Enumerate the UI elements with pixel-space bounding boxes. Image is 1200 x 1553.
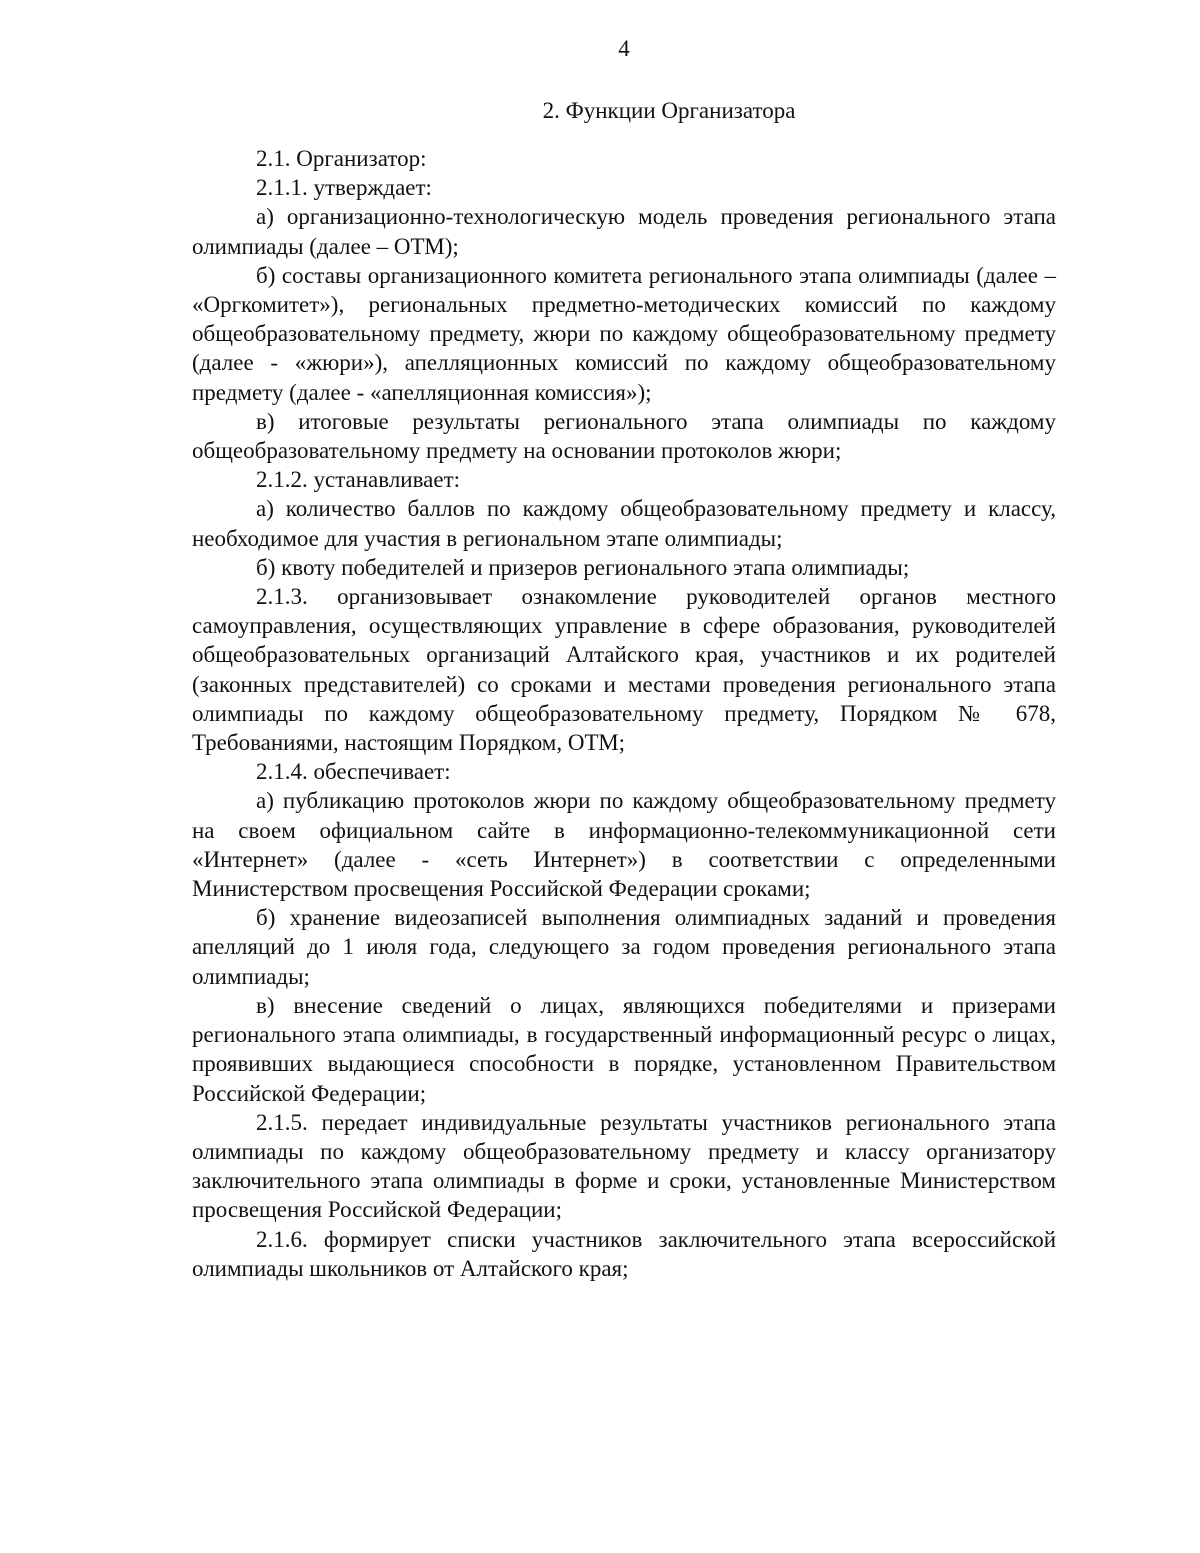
paragraph-2-1-2: 2.1.2. устанавливает: — [256, 467, 461, 493]
paragraph-2-1-4-b: б) хранение видеозаписей выполнения олимпиадных заданий и проведения апелляций до 1 июля года, следующего за годом проведения регионального этапа олимпиады; — [192, 905, 1056, 989]
paragraph-2-1-6: 2.1.6. формирует списки участников заключительного этапа всероссийской олимпиады школьников от Алтайского края; — [192, 1226, 1056, 1281]
paragraph-2-1-4-v: в) внесение сведений о лицах, являющихся победителями и призерами регионального этапа олимпиады, в государственный информационный ресурс о лицах, проявивших выдающиеся способности в порядке, установленном Правительством Российской Федерации; — [192, 992, 1056, 1106]
paragraph-2-1-4: 2.1.4. обеспечивает: — [256, 759, 451, 785]
paragraph-2-1-1: 2.1.1. утверждает: — [256, 175, 432, 201]
page-number: 4 — [618, 36, 630, 61]
paragraph-2-1-4-a: а) публикацию протоколов жюри по каждому общеобразовательному предмету на своем официальном сайте в информационно-телекоммуникационной сети «Интернет» (далее - «сеть Интернет») в соответствии с определенными Министерством просвещения Российской Федерации сроками; — [192, 788, 1056, 902]
document-body — [192, 144, 1056, 1283]
section-title: 2. Функции Организатора — [542, 98, 796, 123]
paragraph-2-1-1-v: в) итоговые результаты регионального этапа олимпиады по каждому общеобразовательному предмету на основании протоколов жюри; — [192, 408, 1056, 464]
paragraph-2-1-1-a: а) организационно-технологическую модель проведения регионального этапа олимпиады (далее – ОТМ); — [192, 204, 1056, 259]
paragraph-2-1: 2.1. Организатор: — [256, 146, 427, 171]
paragraph-2-1-5: 2.1.5. передает индивидуальные результаты участников регионального этапа олимпиады по каждому общеобразовательному предмету и классу организатору заключительного этапа олимпиады в форме и сроки, установленные Министерством просвещения Российской Федерации; — [192, 1109, 1056, 1223]
paragraph-2-1-1-b: б) составы организационного комитета регионального этапа олимпиады (далее – «Оргкомитет»), региональных предметно-методических комиссий по каждому общеобразовательному предмету, жюри по каждому общеобразовательному предмету (далее - «жюри»), апелляционных комиссий по каждому общеобразовательному предмету (далее - «апелляционная комиссия»); — [192, 262, 1056, 405]
paragraph-2-1-2-a: а) количество баллов по каждому общеобразовательному предмету и классу, необходимое для участия в региональном этапе олимпиады; — [192, 496, 1056, 551]
paragraph-2-1-2-b: б) квоту победителей и призеров регионального этапа олимпиады; — [256, 554, 910, 580]
paragraph-2-1-3: 2.1.3. организовывает ознакомление руководителей органов местного самоуправления, осуществляющих управление в сфере образования, руководителей общеобразовательных организаций Алтайского края, участников и их родителей (законных представителей) со сроками и местами проведения регионального этапа олимпиады по каждому общеобразовательному предмету, Порядком № 678, Требованиями, настоящим Порядком, ОТМ; — [192, 584, 1056, 756]
